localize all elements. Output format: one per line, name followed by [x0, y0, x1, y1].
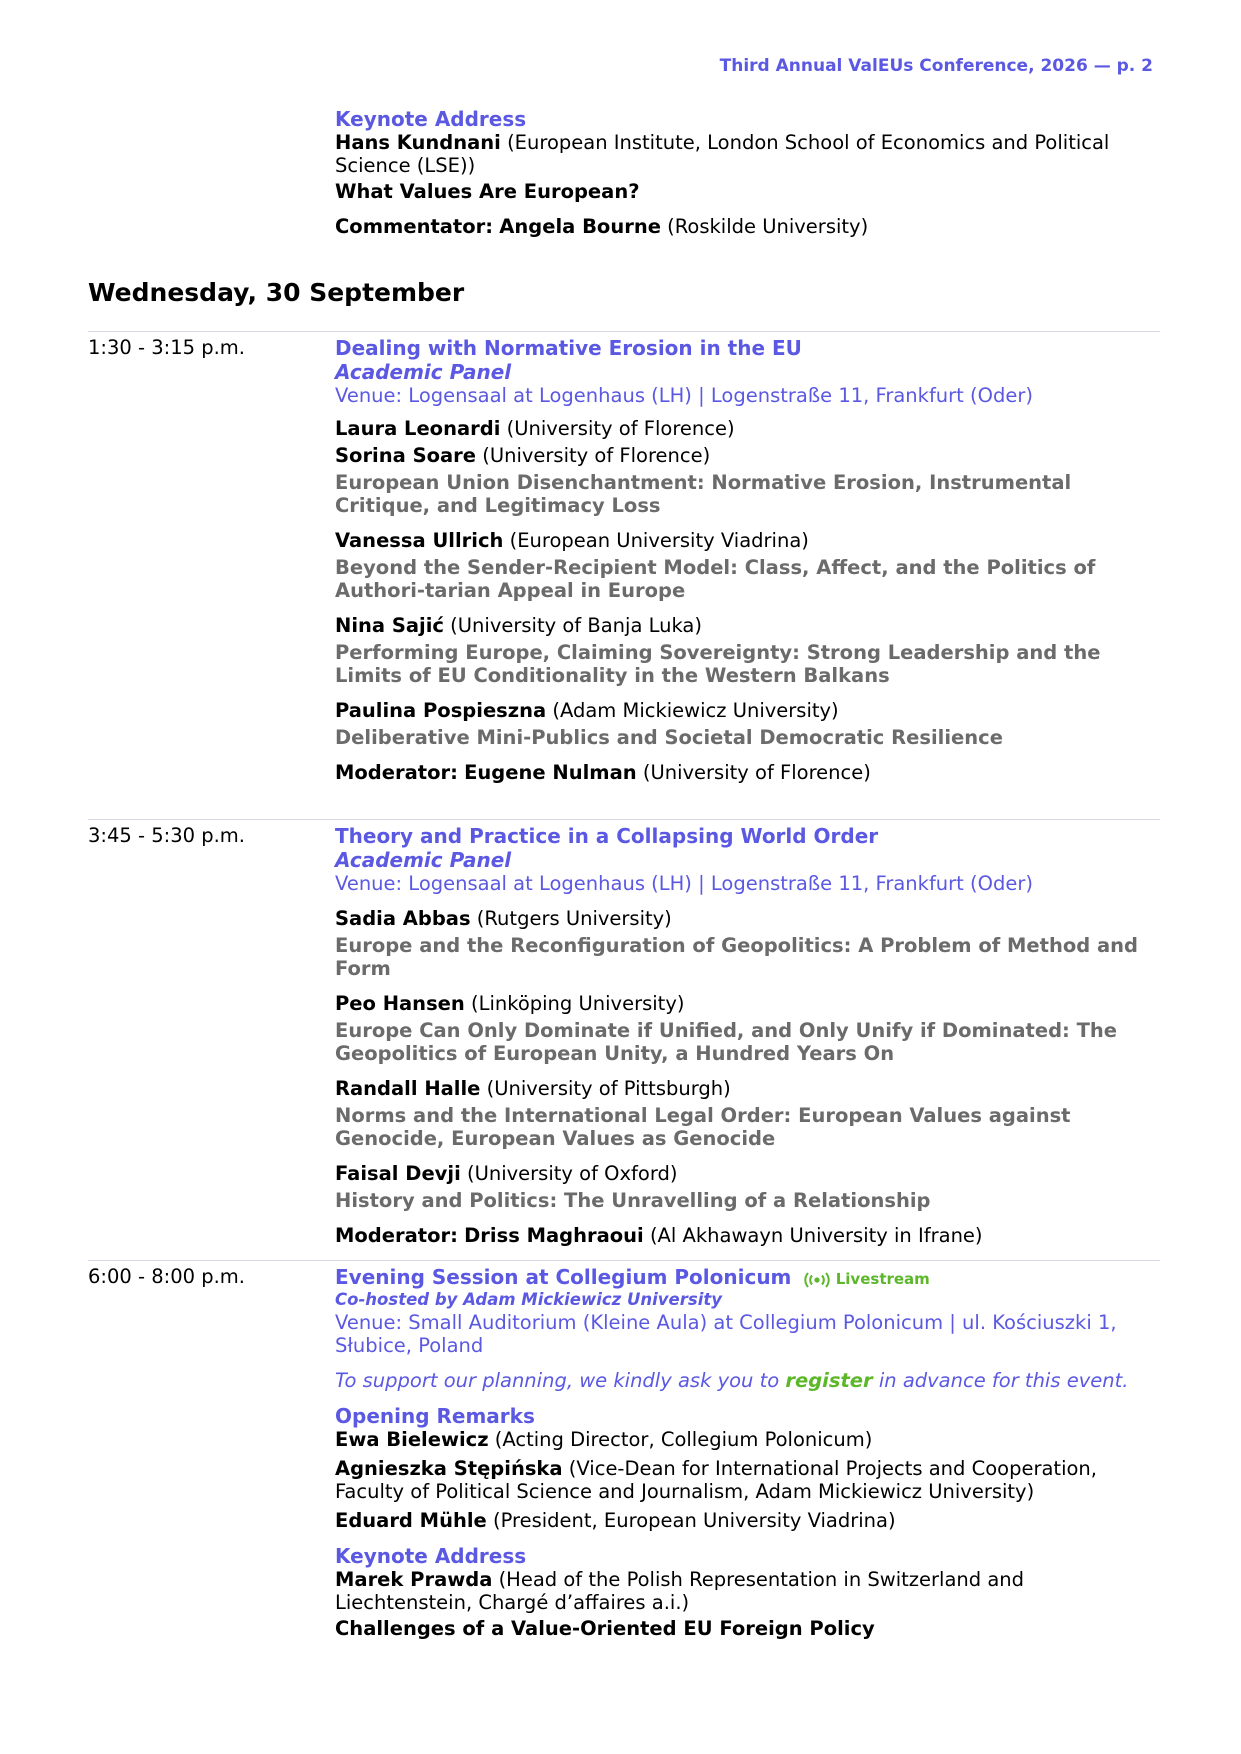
keynote-label: Keynote Address: [335, 107, 527, 131]
speaker-affiliation: (Acting Director, Collegium Polonicum): [494, 1428, 873, 1451]
register-link[interactable]: register: [785, 1369, 873, 1392]
commentator-name: Angela Bourne: [499, 215, 661, 238]
keynote-label: Keynote Address: [335, 1544, 527, 1568]
registration-text: To support our planning, we kindly ask you to: [335, 1369, 780, 1392]
session-time: 3:45 - 5:30 p.m.: [88, 824, 245, 847]
presenter-name: Laura Leonardi: [335, 417, 501, 440]
speaker-name: Marek Prawda: [335, 1568, 493, 1591]
divider: [88, 819, 1160, 820]
moderator-label: Moderator:: [335, 1224, 458, 1247]
session-title: Theory and Practice in a Collapsing World Order: [335, 824, 879, 848]
presenter-affiliation: (University of Florence): [482, 444, 711, 467]
session-3: [335, 1265, 1160, 1640]
opening-remarks-label: Opening Remarks: [335, 1404, 535, 1428]
session-type: Academic Panel: [335, 360, 512, 384]
presenter-name: Faisal Devji: [335, 1162, 461, 1185]
day-heading: Wednesday, 30 September: [88, 278, 465, 307]
presenter-name: Randall Halle: [335, 1077, 481, 1100]
presenter-affiliation: (Adam Mickiewicz University): [552, 699, 839, 722]
presenter-affiliation: (Linköping University): [470, 992, 685, 1015]
paper-title: Norms and the International Legal Order: European Values against Genocide, European Values as Genocide: [335, 1104, 1071, 1150]
session-venue: Venue: Logensaal at Logenhaus (LH) | Logenstraße 11, Frankfurt (Oder): [335, 384, 1033, 407]
session-1: [335, 336, 1160, 784]
cohost-line: Co-hosted by Adam Mickiewicz University: [335, 1290, 722, 1309]
paper-title: Europe and the Reconfiguration of Geopolitics: A Problem of Method and Form: [335, 934, 1139, 980]
speaker-affiliation: (Vice-Dean for International Projects and Cooperation, Faculty of Political Science and Journalism, Adam Mickiewicz University): [335, 1457, 1097, 1503]
presenter-name: Vanessa Ullrich: [335, 529, 504, 552]
speaker-name: Ewa Bielewicz: [335, 1428, 489, 1451]
divider: [88, 331, 1160, 332]
presenter-name: Peo Hansen: [335, 992, 465, 1015]
presenter-affiliation: (University of Oxford): [466, 1162, 678, 1185]
presenter-affiliation: (University of Pittsburgh): [486, 1077, 731, 1100]
registration-text: in advance for this event.: [878, 1369, 1129, 1392]
presenter-affiliation: (European University Viadrina): [509, 529, 809, 552]
moderator-label: Moderator:: [335, 761, 458, 784]
presenter-name: Sorina Soare: [335, 444, 477, 467]
paper-title: European Union Disenchantment: Normative Erosion, Instrumental Critique, and Legitimacy Loss: [335, 471, 1072, 517]
livestream-link[interactable]: [803, 1270, 930, 1288]
session-title: Evening Session at Collegium Polonicum: [335, 1265, 792, 1289]
session-time: 6:00 - 8:00 p.m.: [88, 1265, 245, 1288]
presenter-affiliation: (Rutgers University): [476, 907, 672, 930]
moderator-name: Driss Maghraoui: [464, 1224, 644, 1247]
presenter-name: Nina Sajić: [335, 614, 444, 637]
paper-title: Performing Europe, Claiming Sovereignty: Strong Leadership and the Limits of EU Conditionality in the Western Balkans: [335, 641, 1101, 687]
presenter-name: Paulina Pospieszna: [335, 699, 547, 722]
presenter-name: Sadia Abbas: [335, 907, 471, 930]
broadcast-icon: [803, 1272, 831, 1288]
paper-title: History and Politics: The Unravelling of a Relationship: [335, 1189, 931, 1212]
commentator-affiliation: (Roskilde University): [667, 215, 869, 238]
speaker-name: Agnieszka Stępińska: [335, 1457, 563, 1480]
registration-note: [335, 1369, 1160, 1392]
talk-title: What Values Are European?: [335, 180, 640, 203]
paper-title: Europe Can Only Dominate if Unified, and Only Unify if Dominated: The Geopolitics of European Unity, a Hundred Years On: [335, 1019, 1118, 1065]
presenter-affiliation: (University of Florence): [506, 417, 735, 440]
paper-title: Beyond the Sender-Recipient Model: Class, Affect, and the Politics of Authori-tarian Appeal in Europe: [335, 556, 1096, 602]
moderator-affiliation: (Al Akhawayn University in Ifrane): [649, 1224, 983, 1247]
top-keynote-block: [335, 107, 1160, 238]
moderator-name: Eugene Nulman: [464, 761, 637, 784]
livestream-label: Livestream: [835, 1270, 930, 1288]
session-title: Dealing with Normative Erosion in the EU: [335, 336, 802, 360]
speaker-affiliation: (Head of the Polish Representation in Switzerland and Liechtenstein, Chargé d’affaires a.i.): [335, 1568, 1025, 1614]
talk-title: Challenges of a Value-Oriented EU Foreign Policy: [335, 1617, 875, 1640]
speaker-name: Eduard Mühle: [335, 1509, 487, 1532]
paper-title: Deliberative Mini-Publics and Societal Democratic Resilience: [335, 726, 1003, 749]
speaker-name: Hans Kundnani: [335, 131, 501, 154]
presenter-affiliation: (University of Banja Luka): [450, 614, 702, 637]
divider: [88, 1260, 1160, 1261]
speaker-affiliation: (President, European University Viadrina): [492, 1509, 896, 1532]
session-time: 1:30 - 3:15 p.m.: [88, 336, 245, 359]
session-2: [335, 824, 1160, 1247]
speaker-affiliation: (European Institute, London School of Economics and Political Science (LSE)): [335, 131, 1110, 177]
page-header: Third Annual ValEUs Conference, 2026 — p. 2: [719, 56, 1153, 76]
session-type: Academic Panel: [335, 848, 512, 872]
session-venue: Venue: Small Auditorium (Kleine Aula) at Collegium Polonicum | ul. Kościuszki 1, Słubice, Poland: [335, 1311, 1117, 1357]
commentator-label: Commentator:: [335, 215, 494, 238]
session-venue: Venue: Logensaal at Logenhaus (LH) | Logenstraße 11, Frankfurt (Oder): [335, 872, 1033, 895]
moderator-affiliation: (University of Florence): [642, 761, 871, 784]
